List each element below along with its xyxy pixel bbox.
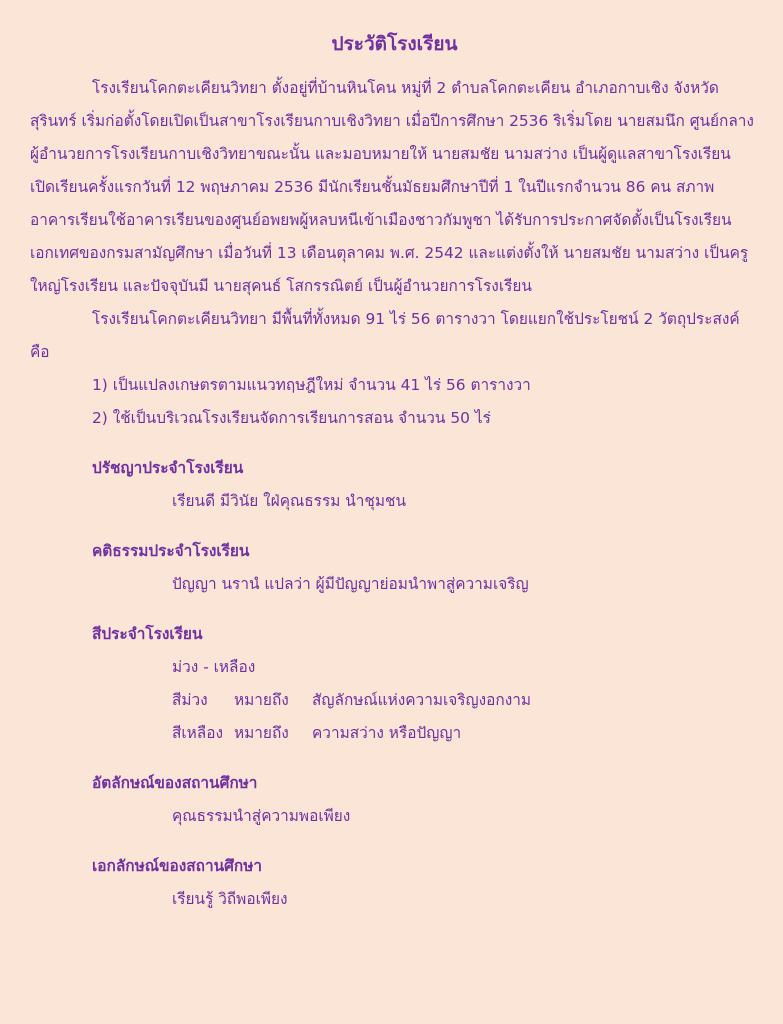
motto-text: ปัญญา นรานํ แปลว่า ผู้มีปัญญาย่อมนำพาสู่ความเจริญ: [172, 575, 529, 593]
history-section: [30, 72, 759, 435]
purple-color-description: สัญลักษณ์แห่งความเจริญงอกงาม: [312, 691, 532, 709]
yellow-means-label: หมายถึง: [234, 724, 289, 742]
land-use-item-1: 1) เป็นแปลงเกษตรตามแนวทฤษฎีใหม่ จำนวน 41 ไร่ 56 ตารางวา: [92, 376, 531, 394]
philosophy-heading: ปรัชญาประจำโรงเรียน: [92, 459, 244, 477]
identity-heading: อัตลักษณ์ของสถานศึกษา: [92, 774, 258, 792]
purple-means-label: หมายถึง: [234, 691, 289, 709]
yellow-meaning-row: [30, 717, 759, 750]
identity-text: คุณธรรมนำสู่ความพอเพียง: [172, 807, 351, 825]
history-paragraph-2: โรงเรียนโคกตะเคียนวิทยา มีพื้นที่ทั้งหมด 91 ไร่ 56 ตารางวา โดยแยกใช้ประโยชน์ 2 วัตถุประสงค์ คือ: [30, 310, 740, 361]
purple-color-name: สีม่วง: [172, 691, 208, 709]
motto-heading: คติธรรมประจำโรงเรียน: [92, 542, 250, 560]
school-colors-summary: ม่วง - เหลือง: [172, 658, 256, 676]
yellow-color-description: ความสว่าง หรือปัญญา: [312, 724, 462, 742]
yellow-color-name: สีเหลือง: [172, 724, 223, 742]
philosophy-section: [30, 452, 759, 518]
uniqueness-heading: เอกลักษณ์ของสถานศึกษา: [92, 857, 263, 875]
history-paragraph-1: โรงเรียนโคกตะเคียนวิทยา ตั้งอยู่ที่บ้านหินโคน หมู่ที่ 2 ตำบลโคกตะเคียน อำเภอกาบเชิง จังหวัดสุรินทร์ เริ่มก่อตั้งโดยเปิดเป็นสาขาโรงเรียนกาบเชิงวิทยา เมื่อปีการศึกษา 2536 ริเริ่มโดย นายสมนึก ศูนย์กลาง ผู้อำนวยการโรงเรียนกาบเชิงวิทยาขณะนั้น และมอบหมายให้ นายสมชัย นามสว่าง เป็นผู้ดูแลสาขาโรงเรียน เปิดเรียนครั้งแรกวันที่ 12 พฤษภาคม 2536 มีนักเรียนชั้นมัธยมศึกษาปีที่ 1 ในปีแรกจำนวน 86 คน สภาพอาคารเรียนใช้อาคารเรียนของศูนย์อพยพผู้หลบหนีเข้าเมืองชาวกัมพูชา ได้รับการประกาศจัดตั้งเป็นโรงเรียนเอกเทศของกรมสามัญศึกษา เมื่อวันที่ 13 เดือนตุลาคม พ.ศ. 2542 และแต่งตั้งให้ นายสมชัย นามสว่าง เป็นครูใหญ่โรงเรียน และปัจจุบันมี นายสุคนธ์ โสกรรณิตย์ เป็นผู้อำนวยการโรงเรียน: [30, 79, 754, 295]
philosophy-text: เรียนดี มีวินัย ใฝ่คุณธรรม นำชุมชน: [172, 492, 406, 510]
land-use-item-2: 2) ใช้เป็นบริเวณโรงเรียนจัดการเรียนการสอน จำนวน 50 ไร่: [92, 409, 491, 427]
identity-section: [30, 767, 759, 833]
uniqueness-section: [30, 850, 759, 916]
school-colors-heading: สีประจำโรงเรียน: [92, 625, 203, 643]
motto-section: [30, 535, 759, 601]
uniqueness-text: เรียนรู้ วิถีพอเพียง: [172, 890, 288, 908]
purple-meaning-row: [30, 684, 759, 717]
school-colors-section: [30, 618, 759, 750]
page-title: ประวัติโรงเรียน: [331, 33, 458, 55]
